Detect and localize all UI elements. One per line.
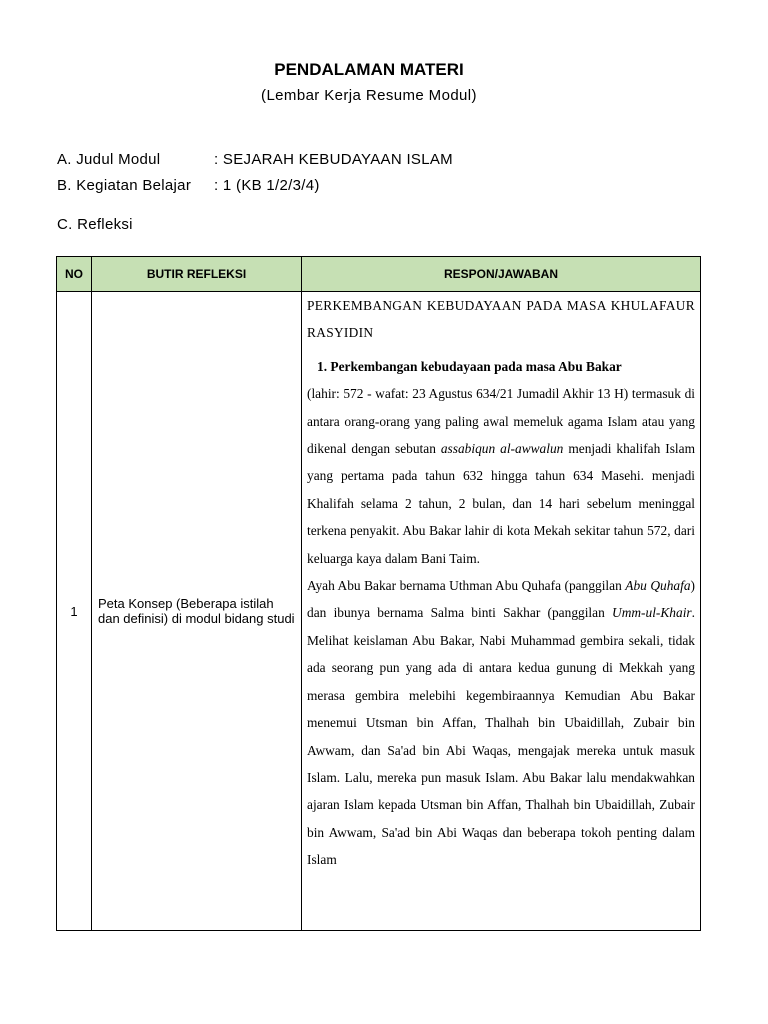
response-paragraph-1 xyxy=(307,380,695,572)
subheading-text: Perkembangan kebudayaan pada masa Abu Bakar xyxy=(330,358,622,374)
reflection-row xyxy=(57,216,133,233)
page-subtitle: (Lembar Kerja Resume Modul) xyxy=(261,87,477,104)
learning-activity-value: : 1 (KB 1/2/3/4) xyxy=(214,177,320,194)
subheading-number: 1. xyxy=(317,358,328,374)
row-respon-jawaban xyxy=(302,292,701,931)
table-header-row xyxy=(57,257,701,292)
reflection-label: C. Refleksi xyxy=(57,216,133,233)
paragraph-2-text-b: ) dan ibunya bernama Salma binti Sakhar (panggilan xyxy=(307,578,695,621)
paragraph-2-text-c: . Melihat keislaman Abu Bakar, Nabi Muhammad gembira sekali, tidak ada seorang pun yang ada di antara kedua gunung di Mekkah yang merasa gembira melebihi kegembiraannya Kemudian Abu Bakar menemui Utsman bin Affan, Thalhah bin Ubaidillah, Zubair bin Awwam, dan Sa'ad bin Abi Waqas, mengajak mereka untuk masuk Islam. Lalu, mereka pun masuk Islam. Abu Bakar lalu mendakwahkan ajaran Islam kepada Utsman bin Affan, Thalhah bin Ubaidillah, Zubair bin Awwam, Sa'ad bin Abi Waqas dan beberapa tokoh penting dalam Islam xyxy=(307,605,695,868)
reflection-table xyxy=(56,256,701,931)
module-title-label: A. Judul Modul xyxy=(57,151,161,168)
header-butir-refleksi: BUTIR REFLEKSI xyxy=(92,257,302,292)
header-respon-jawaban: RESPON/JAWABAN xyxy=(302,257,701,292)
row-butir-refleksi: Peta Konsep (Beberapa istilah dan definisi) di modul bidang studi xyxy=(92,292,302,931)
response-content xyxy=(307,292,695,926)
row-number: 1 xyxy=(57,292,92,931)
paragraph-1-text-a: (lahir: 572 - wafat: 23 Agustus 634/21 Jumadil Akhir 13 H) termasuk di antara orang-orang yang paling awal memeluk agama Islam atau yang dikenal dengan sebutan xyxy=(307,386,695,457)
module-title-value: : SEJARAH KEBUDAYAAN ISLAM xyxy=(214,151,453,168)
paragraph-1-text-b: menjadi khalifah Islam yang pertama pada tahun 632 hingga tahun 634 Masehi. menjadi Khalifah selama 2 tahun, 2 bulan, dan 14 hari sebelum meninggal terkena penyakit. Abu Bakar lahir di kota Mekah sekitar tahun 572, dari keluarga kaya dalam Bani Taim. xyxy=(307,441,695,566)
paragraph-2-italic-name-1: Abu Quhafa xyxy=(625,578,691,594)
response-heading: PERKEMBANGAN KEBUDAYAAN PADA MASA KHULAFAUR RASYIDIN xyxy=(307,298,695,341)
paragraph-2-italic-name-2: Umm-ul-Khair xyxy=(612,605,692,621)
table-row xyxy=(57,292,701,931)
module-title-row xyxy=(57,151,453,168)
response-paragraph-2 xyxy=(307,572,695,873)
response-subheading xyxy=(307,353,695,380)
learning-activity-label: B. Kegiatan Belajar xyxy=(57,177,192,194)
paragraph-1-italic-term: assabiqun al-awwalun xyxy=(440,441,564,457)
paragraph-2-text-a: Ayah Abu Bakar bernama Uthman Abu Quhafa (panggilan xyxy=(307,578,626,594)
learning-activity-row xyxy=(57,177,320,194)
header-no: NO xyxy=(57,257,92,292)
page-title: PENDALAMAN MATERI xyxy=(274,60,464,79)
